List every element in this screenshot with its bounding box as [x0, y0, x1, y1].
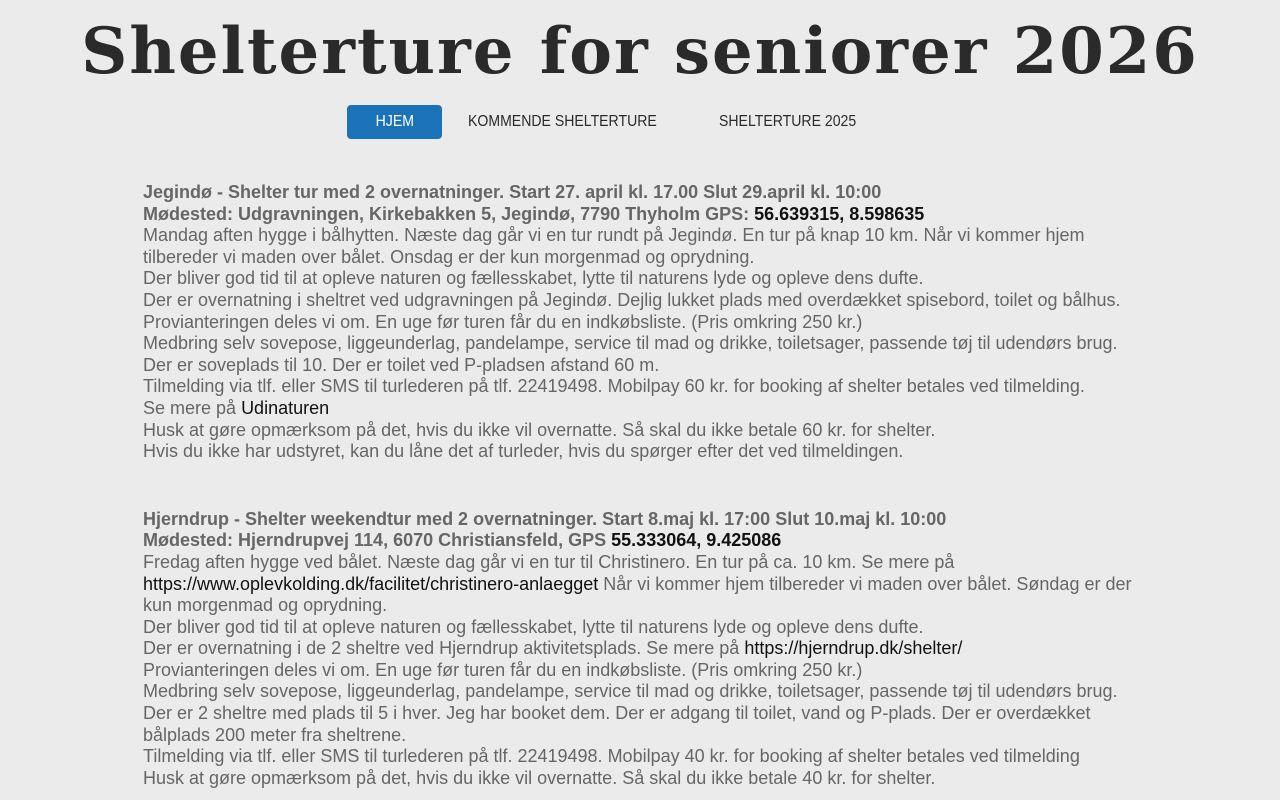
- event-meeting-place: [143, 530, 1143, 552]
- text-suffix: Når vi kommer hjem tilbereder vi maden over bålet. Søndag er der kun morgenmad og oprydning.: [143, 573, 1132, 616]
- nav-item-shelterture-2025[interactable]: SHELTERTURE 2025: [719, 113, 857, 130]
- nav-item-kommende-shelterture[interactable]: KOMMENDE SHELTERTURE: [468, 113, 657, 130]
- main-content: [143, 182, 1143, 789]
- event-text: Husk at gøre opmærksom på det, hvis du ikke vil overnatte. Så skal du ikke betale 40 kr. for shelter.: [143, 767, 936, 788]
- nav-item-hjem[interactable]: [347, 105, 442, 139]
- event-text: Der er 2 sheltre med plads til 5 i hver. Jeg har booket dem. Der er adgang til toilet, vand og P-plads. Der er overdækket bålplads 200 meter fra sheltrene.: [143, 703, 1091, 745]
- hjerndrup-shelter-link[interactable]: https://hjerndrup.dk/shelter/: [744, 638, 963, 659]
- text-prefix: Der er overnatning i de 2 sheltre ved Hjerndrup aktivitetsplads. Se mere på: [143, 638, 745, 659]
- see-more-prefix: Se mere på: [143, 397, 242, 418]
- meeting-label: Mødested: Hjerndrupvej 114, 6070 Christiansfeld, GPS: [143, 530, 612, 551]
- event-text: Provianteringen deles vi om. En uge før turen får du en indkøbsliste. (Pris omkring 250 kr.): [143, 311, 863, 332]
- event-text: Der bliver god tid til at opleve naturen og fællesskabet, lytte til naturens lyde og opleve dens dufte.: [143, 268, 924, 289]
- meeting-label: Mødested: Udgravningen, Kirkebakken 5, Jegindø, 7790 Thyholm GPS:: [143, 203, 755, 224]
- gps-coordinates: 56.639315, 8.598635: [754, 203, 925, 224]
- site-title: Shelterture for seniorer 2026: [81, 14, 1199, 89]
- event-jegindo: [143, 182, 1143, 463]
- event-meeting-place: [143, 204, 1143, 226]
- event-see-more: [143, 398, 1143, 420]
- event-text: Der er overnatning i sheltret ved udgravningen på Jegindø. Dejlig lukket plads med overdækket spisebord, toilet og bålhus.: [143, 289, 1121, 310]
- gps-coordinates: 55.333064, 9.425086: [611, 530, 782, 551]
- event-text: [143, 638, 1143, 660]
- event-text: Husk at gøre opmærksom på det, hvis du ikke vil overnatte. Så skal du ikke betale 60 kr. for shelter.: [143, 419, 936, 440]
- event-text: [143, 552, 1143, 617]
- event-text: Hvis du ikke har udstyret, kan du låne det af turleder, hvis du spørger efter det ved tilmeldingen.: [143, 441, 904, 462]
- event-text: Tilmelding via tlf. eller SMS til turlederen på tlf. 22419498. Mobilpay 60 kr. for booking af shelter betales ved tilmelding.: [143, 376, 1085, 397]
- event-text: Medbring selv sovepose, liggeunderlag, pandelampe, service til mad og drikke, toiletsager, passende tøj til udendørs brug.: [143, 333, 1118, 354]
- event-text: Tilmelding via tlf. eller SMS til turlederen på tlf. 22419498. Mobilpay 40 kr. for booking af shelter betales ved tilmelding: [143, 746, 1080, 767]
- nav-item-label: HJEM: [375, 113, 414, 130]
- event-heading: Hjerndrup - Shelter weekendtur med 2 overnatninger. Start 8.maj kl. 17:00 Slut 10.maj kl. 10:00: [143, 508, 947, 529]
- event-text: Medbring selv sovepose, liggeunderlag, pandelampe, service til mad og drikke, toiletsager, passende tøj til udendørs brug.: [143, 681, 1118, 702]
- event-text: Der er soveplads til 10. Der er toilet ved P-pladsen afstand 60 m.: [143, 354, 660, 375]
- udinaturen-link[interactable]: Udinaturen: [241, 397, 330, 418]
- text-prefix: Fredag aften hygge ved bålet. Næste dag går vi en tur til Christinero. En tur på ca. 10 km. Se mere på: [143, 551, 955, 572]
- event-hjerndrup: [143, 509, 1143, 790]
- event-text: Mandag aften hygge i bålhytten. Næste dag går vi en tur rundt på Jegindø. En tur på knap 10 km. Når vi kommer hjem tilbereder vi maden over bålet. Onsdag er der kun morgenmad og oprydning.: [143, 225, 1085, 267]
- event-text: Der bliver god tid til at opleve naturen og fællesskabet, lytte til naturens lyde og opleve dens dufte.: [143, 616, 924, 637]
- event-heading: Jegindø - Shelter tur med 2 overnatninger. Start 27. april kl. 17.00 Slut 29.april kl. 10:00: [143, 182, 882, 202]
- christinero-link[interactable]: https://www.oplevkolding.dk/facilitet/christinero-anlaegget: [143, 573, 599, 594]
- event-text: Provianteringen deles vi om. En uge før turen får du en indkøbsliste. (Pris omkring 250 kr.): [143, 659, 863, 680]
